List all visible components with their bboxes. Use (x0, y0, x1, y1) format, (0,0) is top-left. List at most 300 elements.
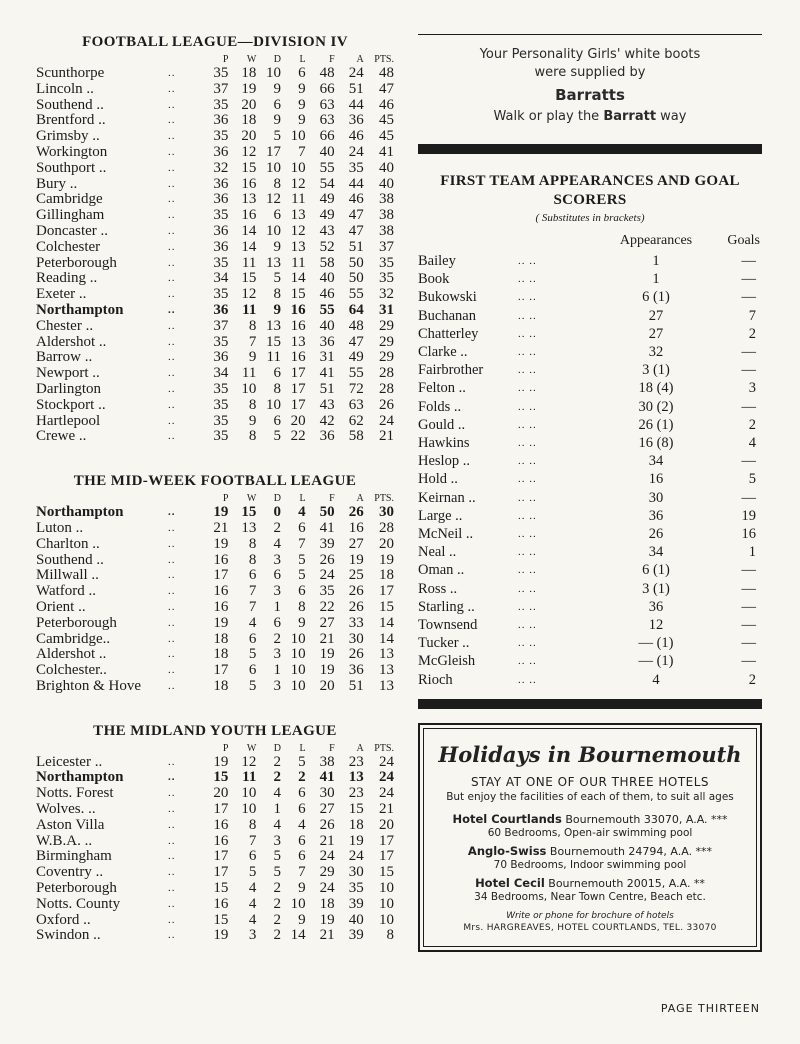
cell-f: 41 (319, 365, 335, 382)
holidays-contact: Mrs. HARGREAVES, HOTEL COURTLANDS, TEL. 33070 (463, 922, 717, 933)
cell-l: 9 (298, 614, 306, 631)
cell-a: 18 (348, 816, 364, 833)
cell-a: 55 (348, 286, 364, 303)
cell-p: 18 (213, 677, 229, 694)
cell-l: 5 (298, 567, 306, 584)
cell-team: Millwall .. (36, 567, 99, 584)
cell-a: 51 (348, 80, 364, 97)
cell-l: 10 (290, 646, 306, 663)
cell-p: 18 (213, 646, 229, 663)
cell-dots: .. (168, 632, 176, 645)
cell-dots: .. .. (518, 564, 537, 577)
table-row (36, 881, 394, 897)
cell-d: 6 (273, 614, 281, 631)
table-row (36, 319, 394, 335)
cell-w: 10 (241, 380, 257, 397)
cell-f: 55 (319, 301, 335, 318)
cell-pts: 13 (379, 646, 394, 663)
cell-p: 35 (213, 207, 229, 224)
cell-goals: 5 (748, 471, 756, 488)
cell-w: 12 (241, 143, 257, 160)
left-column (36, 34, 394, 944)
cell-goals: 2 (748, 416, 756, 433)
cell-a: 51 (348, 238, 364, 255)
cell-a: 13 (348, 769, 364, 786)
cell-f: 36 (319, 333, 335, 350)
cell-pts: 48 (379, 65, 394, 81)
cell-pts: 45 (379, 128, 394, 145)
cell-l: 8 (298, 598, 306, 615)
cell-apps: 26 (1) (638, 416, 674, 433)
table-row (36, 913, 394, 929)
cell-f: 27 (319, 614, 335, 631)
cell-w: 19 (241, 80, 257, 97)
cell-w: 7 (248, 598, 257, 615)
header-w: W (246, 54, 257, 65)
cell-dots: .. (168, 224, 176, 237)
cell-dots: .. .. (518, 582, 537, 595)
cell-dots: .. (168, 506, 176, 519)
cell-l: 16 (290, 301, 306, 318)
cell-w: 3 (248, 927, 257, 944)
hotel-detail: 60 Bedrooms, Open-air swimming pool (487, 826, 693, 839)
holidays-enjoy: But enjoy the facilities of each of them, to suit all ages (446, 790, 734, 803)
cell-d: 1 (273, 662, 281, 679)
hotel-entry (432, 876, 748, 891)
cell-a: 23 (348, 785, 364, 802)
cell-pts: 10 (379, 895, 394, 912)
cell-p: 35 (213, 380, 229, 397)
cell-w: 8 (248, 551, 257, 568)
cell-p: 35 (213, 96, 229, 113)
table-row (36, 505, 394, 521)
cell-pts: 20 (379, 816, 394, 833)
cell-a: 39 (348, 927, 364, 944)
cell-p: 35 (213, 428, 229, 445)
slogan-text: Walk or play the (493, 109, 604, 124)
cell-team: Northampton (36, 301, 124, 318)
cell-p: 36 (213, 143, 229, 160)
cell-pts: 41 (379, 143, 394, 160)
cell-d: 8 (273, 380, 281, 397)
cell-dots: .. (168, 882, 176, 895)
cell-f: 35 (319, 583, 335, 600)
table-row (36, 616, 394, 632)
cell-f: 26 (319, 816, 335, 833)
cell-l: 13 (290, 238, 306, 255)
cell-w: 11 (242, 301, 257, 318)
cell-dots: .. (168, 585, 176, 598)
cell-goals: — (741, 362, 756, 379)
table-row (418, 652, 762, 670)
header-p: P (222, 493, 229, 505)
cell-p: 19 (213, 535, 229, 552)
cell-p: 16 (213, 895, 229, 912)
cell-pts: 29 (379, 317, 394, 334)
cell-dots: .. (168, 430, 176, 443)
cell-w: 10 (241, 801, 257, 818)
table-row (36, 240, 394, 256)
cell-dots: .. (168, 648, 176, 661)
cell-l: 14 (290, 927, 306, 944)
cell-name: Buchanan (418, 307, 476, 324)
cell-p: 36 (213, 191, 229, 208)
cell-d: 5 (273, 428, 281, 445)
cell-dots: .. .. (518, 509, 537, 522)
cell-dots: .. .. (518, 437, 537, 450)
table-row (418, 598, 762, 616)
table-row (36, 679, 394, 695)
cell-pts: 17 (379, 583, 394, 600)
cell-goals: — (741, 635, 756, 652)
midweek-league-title: THE MID-WEEK FOOTBALL LEAGUE (73, 473, 357, 490)
cell-f: 31 (319, 349, 335, 366)
cell-f: 66 (319, 128, 335, 145)
cell-l: 9 (298, 880, 306, 897)
table-row (36, 382, 394, 398)
cell-apps: 3 (1) (642, 580, 670, 597)
cell-w: 4 (248, 895, 257, 912)
cell-dots: .. .. (518, 346, 537, 359)
table-row (36, 66, 394, 82)
cell-d: 10 (265, 65, 281, 81)
cell-dots: .. .. (518, 364, 537, 377)
table-row (36, 398, 394, 414)
cell-dots: .. (168, 82, 176, 95)
cell-w: 14 (241, 238, 257, 255)
cell-dots: .. .. (518, 273, 537, 286)
cell-p: 37 (213, 317, 229, 334)
cell-w: 11 (242, 769, 257, 786)
cell-name: Tucker .. (418, 635, 470, 652)
cell-team: Workington (36, 143, 108, 160)
cell-goals: — (741, 489, 756, 506)
cell-f: 19 (319, 646, 335, 663)
cell-name: Starling .. (418, 598, 475, 615)
cell-dots: .. .. (518, 619, 537, 632)
cell-a: 47 (348, 333, 364, 350)
cell-goals: 2 (748, 671, 756, 688)
cell-f: 39 (319, 535, 335, 552)
cell-a: 58 (348, 428, 364, 445)
cell-name: McGleish (418, 653, 476, 670)
table-row (36, 271, 394, 287)
cell-w: 4 (248, 614, 257, 631)
cell-l: 10 (290, 662, 306, 679)
cell-dots: .. .. (518, 382, 537, 395)
cell-pts: 40 (379, 159, 394, 176)
cell-f: 38 (319, 753, 335, 770)
cell-pts: 29 (379, 333, 394, 350)
cell-dots: .. .. (518, 655, 537, 668)
cell-team: Reading .. (36, 270, 98, 287)
cell-f: 21 (319, 630, 335, 647)
cell-l: 17 (290, 380, 306, 397)
cell-f: 27 (319, 801, 335, 818)
cell-p: 36 (213, 301, 229, 318)
cell-d: 8 (273, 286, 281, 303)
cell-team: Stockport .. (36, 396, 106, 413)
cell-pts: 17 (379, 848, 394, 865)
cell-w: 8 (248, 428, 257, 445)
cell-w: 6 (248, 567, 257, 584)
cell-f: 19 (319, 911, 335, 928)
cell-team: Aston Villa (36, 816, 105, 833)
cell-l: 6 (298, 832, 306, 849)
cell-apps: 26 (648, 526, 664, 543)
cell-pts: 14 (379, 630, 394, 647)
cell-team: Southend .. (36, 96, 104, 113)
cell-p: 36 (213, 349, 229, 366)
cell-w: 16 (241, 175, 257, 192)
cell-dots: .. (168, 161, 176, 174)
table-header-row (418, 230, 762, 252)
cell-a: 64 (348, 301, 364, 318)
header-f: F (329, 54, 335, 65)
cell-l: 15 (290, 286, 306, 303)
table-row (36, 521, 394, 537)
cell-l: 12 (290, 175, 306, 192)
cell-p: 35 (213, 254, 229, 271)
cell-dots: .. (168, 335, 176, 348)
cell-a: 33 (348, 614, 364, 631)
cell-pts: 40 (379, 175, 394, 192)
appearances-subtitle: ( Substitutes in brackets) (535, 212, 645, 224)
table-row (418, 543, 762, 561)
cell-pts: 35 (379, 270, 394, 287)
cell-w: 7 (248, 832, 257, 849)
cell-l: 7 (298, 864, 306, 881)
cell-apps: 30 (2) (638, 398, 674, 415)
cell-p: 35 (213, 128, 229, 145)
cell-pts: 24 (379, 769, 394, 786)
cell-goals: — (741, 580, 756, 597)
cell-l: 7 (298, 535, 306, 552)
cell-apps: 18 (4) (638, 380, 674, 397)
cell-w: 6 (248, 630, 257, 647)
cell-goals: — (741, 271, 756, 288)
cell-goals: 1 (748, 544, 756, 561)
cell-w: 8 (248, 816, 257, 833)
cell-dots: .. (168, 382, 176, 395)
cell-p: 17 (213, 662, 229, 679)
cell-team: Colchester.. (36, 662, 107, 679)
table-row (418, 307, 762, 325)
cell-dots: .. .. (518, 400, 537, 413)
cell-apps: 32 (648, 344, 664, 361)
cell-a: 48 (348, 317, 364, 334)
cell-name: Ross .. (418, 580, 458, 597)
cell-p: 32 (213, 159, 229, 176)
cell-l: 6 (298, 801, 306, 818)
cell-goals: — (741, 453, 756, 470)
cell-d: 3 (273, 832, 281, 849)
cell-d: 13 (265, 317, 281, 334)
cell-team: Northampton (36, 769, 124, 786)
header-pts: PTS. (374, 493, 394, 505)
cell-d: 4 (273, 816, 281, 833)
cell-d: 2 (273, 630, 281, 647)
cell-a: 46 (348, 128, 364, 145)
cell-p: 20 (213, 785, 229, 802)
cell-f: 24 (319, 567, 335, 584)
cell-dots: .. (168, 616, 176, 629)
cell-d: 10 (265, 222, 281, 239)
cell-team: Chester .. (36, 317, 94, 334)
cell-w: 7 (248, 583, 257, 600)
cell-a: 40 (348, 911, 364, 928)
cell-goals: — (741, 344, 756, 361)
midland-youth-section (36, 723, 394, 945)
table-row (36, 537, 394, 553)
cell-f: 40 (319, 270, 335, 287)
cell-team: Doncaster .. (36, 222, 109, 239)
cell-d: 9 (273, 112, 281, 129)
cell-w: 13 (241, 519, 257, 536)
cell-pts: 32 (379, 286, 394, 303)
cell-l: 10 (290, 128, 306, 145)
appearances-table (418, 230, 762, 689)
table-row (418, 416, 762, 434)
cell-pts: 28 (379, 519, 394, 536)
table-row (36, 113, 394, 129)
cell-p: 34 (213, 365, 229, 382)
holidays-title: Holidays in Bournemouth (438, 741, 742, 767)
header-f: F (329, 742, 335, 754)
cell-p: 19 (213, 504, 229, 521)
cell-p: 18 (213, 630, 229, 647)
cell-f: 48 (319, 65, 335, 81)
cell-f: 24 (319, 880, 335, 897)
cell-f: 66 (319, 80, 335, 97)
cell-pts: 38 (379, 207, 394, 224)
table-row (418, 288, 762, 306)
cell-dots: .. .. (518, 491, 537, 504)
cell-dots: .. .. (518, 673, 537, 686)
cell-a: 19 (348, 832, 364, 849)
cell-team: Swindon .. (36, 927, 101, 944)
cell-goals: — (741, 598, 756, 615)
cell-name: Bukowski (418, 289, 477, 306)
holidays-advert-inner (423, 728, 757, 947)
cell-l: 12 (290, 222, 306, 239)
cell-l: 9 (298, 112, 306, 129)
cell-a: 15 (348, 801, 364, 818)
cell-l: 2 (298, 769, 306, 786)
cell-l: 9 (298, 96, 306, 113)
cell-p: 35 (213, 286, 229, 303)
barratts-brand: Barratts (555, 86, 625, 104)
cell-apps: 12 (648, 617, 664, 634)
hotel-entry (432, 812, 748, 827)
header-pts: PTS. (374, 54, 394, 65)
table-header-row (36, 742, 394, 755)
cell-pts: 19 (379, 551, 394, 568)
divider-bar (418, 699, 762, 709)
cell-d: 0 (273, 504, 281, 521)
cell-pts: 14 (379, 614, 394, 631)
table-row (36, 192, 394, 208)
table-row (36, 429, 394, 445)
cell-f: 21 (319, 927, 335, 944)
cell-l: 6 (298, 583, 306, 600)
cell-w: 20 (241, 128, 257, 145)
cell-pts: 8 (386, 927, 394, 944)
cell-pts: 37 (379, 238, 394, 255)
cell-w: 6 (248, 848, 257, 865)
table-row (418, 561, 762, 579)
cell-dots: .. (168, 98, 176, 111)
cell-w: 9 (248, 412, 257, 429)
cell-dots: .. (168, 303, 176, 316)
table-row (418, 671, 762, 689)
header-goals: Goals (727, 233, 760, 248)
cell-dots: .. (168, 755, 176, 768)
cell-pts: 20 (379, 535, 394, 552)
cell-apps: 3 (1) (642, 362, 670, 379)
table-row (418, 525, 762, 543)
cell-goals: 19 (741, 507, 756, 524)
table-row (418, 470, 762, 488)
table-row (36, 663, 394, 679)
cell-apps: — (1) (638, 635, 674, 652)
cell-a: 49 (348, 349, 364, 366)
cell-a: 35 (348, 159, 364, 176)
cell-dots: .. .. (518, 546, 537, 559)
cell-a: 46 (348, 191, 364, 208)
cell-goals: — (741, 253, 756, 269)
cell-p: 36 (213, 175, 229, 192)
cell-pts: 17 (379, 832, 394, 849)
cell-dots: .. (168, 240, 176, 253)
cell-pts: 21 (379, 801, 394, 818)
cell-a: 30 (348, 864, 364, 881)
cell-name: Neal .. (418, 544, 457, 561)
cell-dots: .. (168, 897, 176, 910)
cell-dots: .. (168, 787, 176, 800)
cell-a: 23 (348, 753, 364, 770)
cell-d: 8 (273, 175, 281, 192)
division-four-section (36, 34, 394, 445)
cell-d: 13 (265, 254, 281, 271)
cell-dots: .. (168, 130, 176, 143)
cell-dots: .. (168, 850, 176, 863)
cell-dots: .. .. (518, 418, 537, 431)
cell-apps: 36 (648, 507, 664, 524)
cell-pts: 18 (379, 567, 394, 584)
cell-w: 20 (241, 96, 257, 113)
cell-d: 1 (273, 801, 281, 818)
cell-dots: .. .. (518, 455, 537, 468)
table-row (36, 161, 394, 177)
cell-w: 15 (241, 504, 257, 521)
table-row (36, 224, 394, 240)
cell-name: Rioch (418, 671, 453, 688)
table-row (36, 350, 394, 366)
cell-team: Brighton & Hove (36, 677, 141, 694)
cell-f: 22 (319, 598, 335, 615)
cell-a: 63 (348, 396, 364, 413)
cell-l: 16 (290, 317, 306, 334)
table-row (36, 584, 394, 600)
table-row (36, 647, 394, 663)
cell-a: 26 (348, 646, 364, 663)
cell-p: 35 (213, 412, 229, 429)
cell-dots: .. (168, 913, 176, 926)
cell-l: 10 (290, 630, 306, 647)
cell-d: 11 (266, 349, 281, 366)
cell-d: 5 (273, 848, 281, 865)
